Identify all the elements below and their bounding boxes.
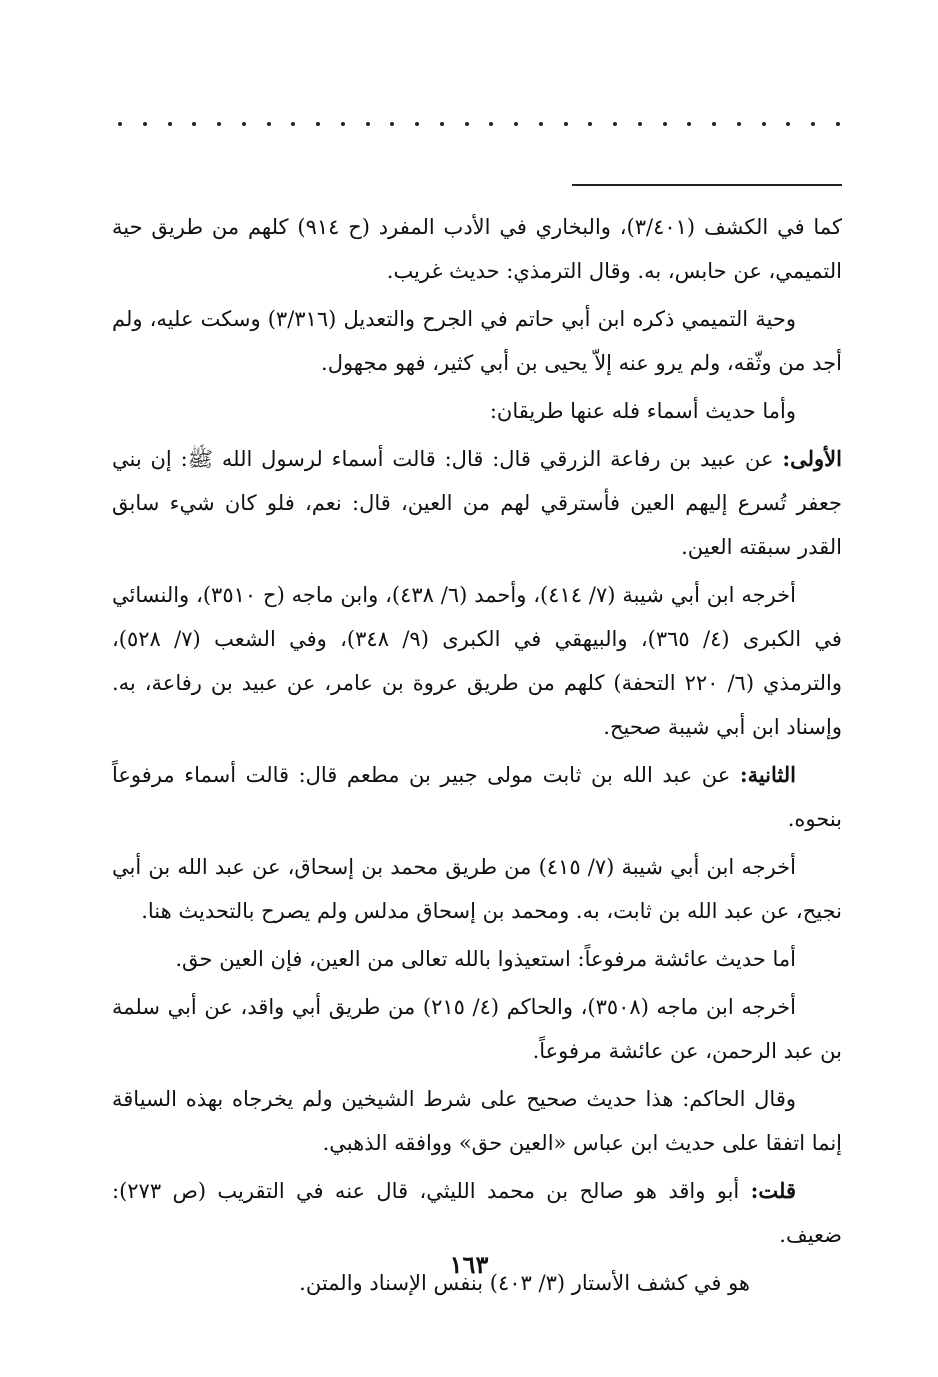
separator-dot — [242, 122, 246, 126]
separator-dot — [613, 122, 617, 126]
paragraph — [112, 1077, 842, 1165]
paragraph — [112, 389, 842, 433]
paragraph-text: أخرجه ابن ماجه (٣٥٠٨)، والحاكم (٤/ ٢١٥) من طريق أبي واقد، عن أبي سلمة بن عبد الرحمن، عن عائشة مرفوعاً. — [112, 995, 842, 1063]
paragraph-text: عن عبد الله بن ثابت مولى جبير بن مطعم قال: قالت أسماء مرفوعاً بنحوه. — [112, 763, 842, 831]
separator-dot — [638, 122, 642, 126]
separator-dot — [514, 122, 518, 126]
separator-dot — [539, 122, 543, 126]
separator-dot — [217, 122, 221, 126]
separator-dot — [786, 122, 790, 126]
separator-dot — [762, 122, 766, 126]
separator-dot — [267, 122, 271, 126]
separator-dot — [192, 122, 196, 126]
separator-dot — [143, 122, 147, 126]
paragraph-text: أخرجه ابن أبي شيبة (٧/ ٤١٥) من طريق محمد بن إسحاق، عن عبد الله بن أبي نجيح، عن عبد الله بن ثابت، به. ومحمد بن إسحاق مدلس ولم يصرح بالتحديث هنا. — [112, 855, 842, 923]
separator-dot — [588, 122, 592, 126]
paragraph-label: الثانية: — [739, 762, 796, 787]
separator-dot — [737, 122, 741, 126]
paragraph — [112, 845, 842, 933]
separator-dot — [663, 122, 667, 126]
paragraph-text: أبو واقد هو صالح بن محمد الليثي، قال عنه في التقريب (ص ٢٧٣): ضعيف. — [112, 1179, 842, 1247]
paragraph — [112, 937, 842, 981]
paragraph-text: هو في كشف الأستار (٣/ ٤٠٣) بنفس الإسناد والمتن. — [299, 1271, 750, 1295]
separator-dot — [415, 122, 419, 126]
separator-dot — [316, 122, 320, 126]
separator-dot — [712, 122, 716, 126]
footnote-text — [112, 205, 842, 1309]
paragraph — [112, 437, 842, 569]
separator-dot — [687, 122, 691, 126]
paragraph-text: وقال الحاكم: هذا حديث صحيح على شرط الشيخين ولم يخرجاه بهذه السياقة إنما اتفقا على حديث ابن عباس «العين حق» ووافقه الذهبي. — [112, 1087, 842, 1155]
footnote-rule — [572, 184, 842, 186]
paragraph — [112, 297, 842, 385]
separator-dot — [811, 122, 815, 126]
paragraph-label: الأولى: — [782, 446, 842, 471]
separator-dot — [168, 122, 172, 126]
paragraph — [112, 573, 842, 749]
separator-dot — [118, 122, 122, 126]
paragraph-text: كما في الكشف (٣/٤٠١)، والبخاري في الأدب المفرد (ح ٩١٤) كلهم من طريق حية التميمي، عن حابس، به. وقال الترمذي: حديث غريب. — [112, 215, 842, 283]
separator-dot — [390, 122, 394, 126]
paragraph — [112, 753, 842, 841]
paragraph — [112, 205, 842, 293]
separator-dot — [836, 122, 840, 126]
separator-dot — [366, 122, 370, 126]
paragraph-text: أما حديث عائشة مرفوعاً: استعيذوا بالله تعالى من العين، فإن العين حق. — [175, 947, 796, 971]
paragraph-label: قلت: — [750, 1178, 796, 1203]
paragraph — [112, 1169, 842, 1257]
page-number: ١٦٣ — [449, 1250, 489, 1279]
paragraph — [112, 985, 842, 1073]
paragraph-text: وحية التميمي ذكره ابن أبي حاتم في الجرح والتعديل (٣/٣١٦) وسكت عليه، ولم أجد من وثّقه، ولم يرو عنه إلاّ يحيى بن أبي كثير، فهو مجهول. — [112, 307, 842, 375]
separator-dot — [564, 122, 568, 126]
separator-dot — [489, 122, 493, 126]
dotted-separator — [118, 122, 840, 126]
paragraph-text: وأما حديث أسماء فله عنها طريقان: — [489, 399, 796, 423]
paragraph-text: عن عبيد بن رفاعة الزرقي قال: قال: قالت أسماء لرسول الله ﷺ: إن بني جعفر تُسرع إليهم العين فأسترقي لهم من العين، قال: نعم، فلو كان شيء سابق القدر سبقته العين. — [112, 447, 842, 559]
separator-dot — [341, 122, 345, 126]
separator-dot — [291, 122, 295, 126]
paragraph-text: أخرجه ابن أبي شيبة (٧/ ٤١٤)، وأحمد (٦/ ٤٣٨)، وابن ماجه (ح ٣٥١٠)، والنسائي في الكبرى (٤/ ٣٦٥)، والبيهقي في الكبرى (٩/ ٣٤٨)، وفي الشعب (٧/ ٥٢٨)، والترمذي (٦/ ٢٢٠ التحفة) كلهم من طريق عروة بن عامر، عن عبيد بن رفاعة، به. وإسناد ابن أبي شيبة صحيح. — [112, 583, 842, 739]
separator-dot — [440, 122, 444, 126]
separator-dot — [465, 122, 469, 126]
